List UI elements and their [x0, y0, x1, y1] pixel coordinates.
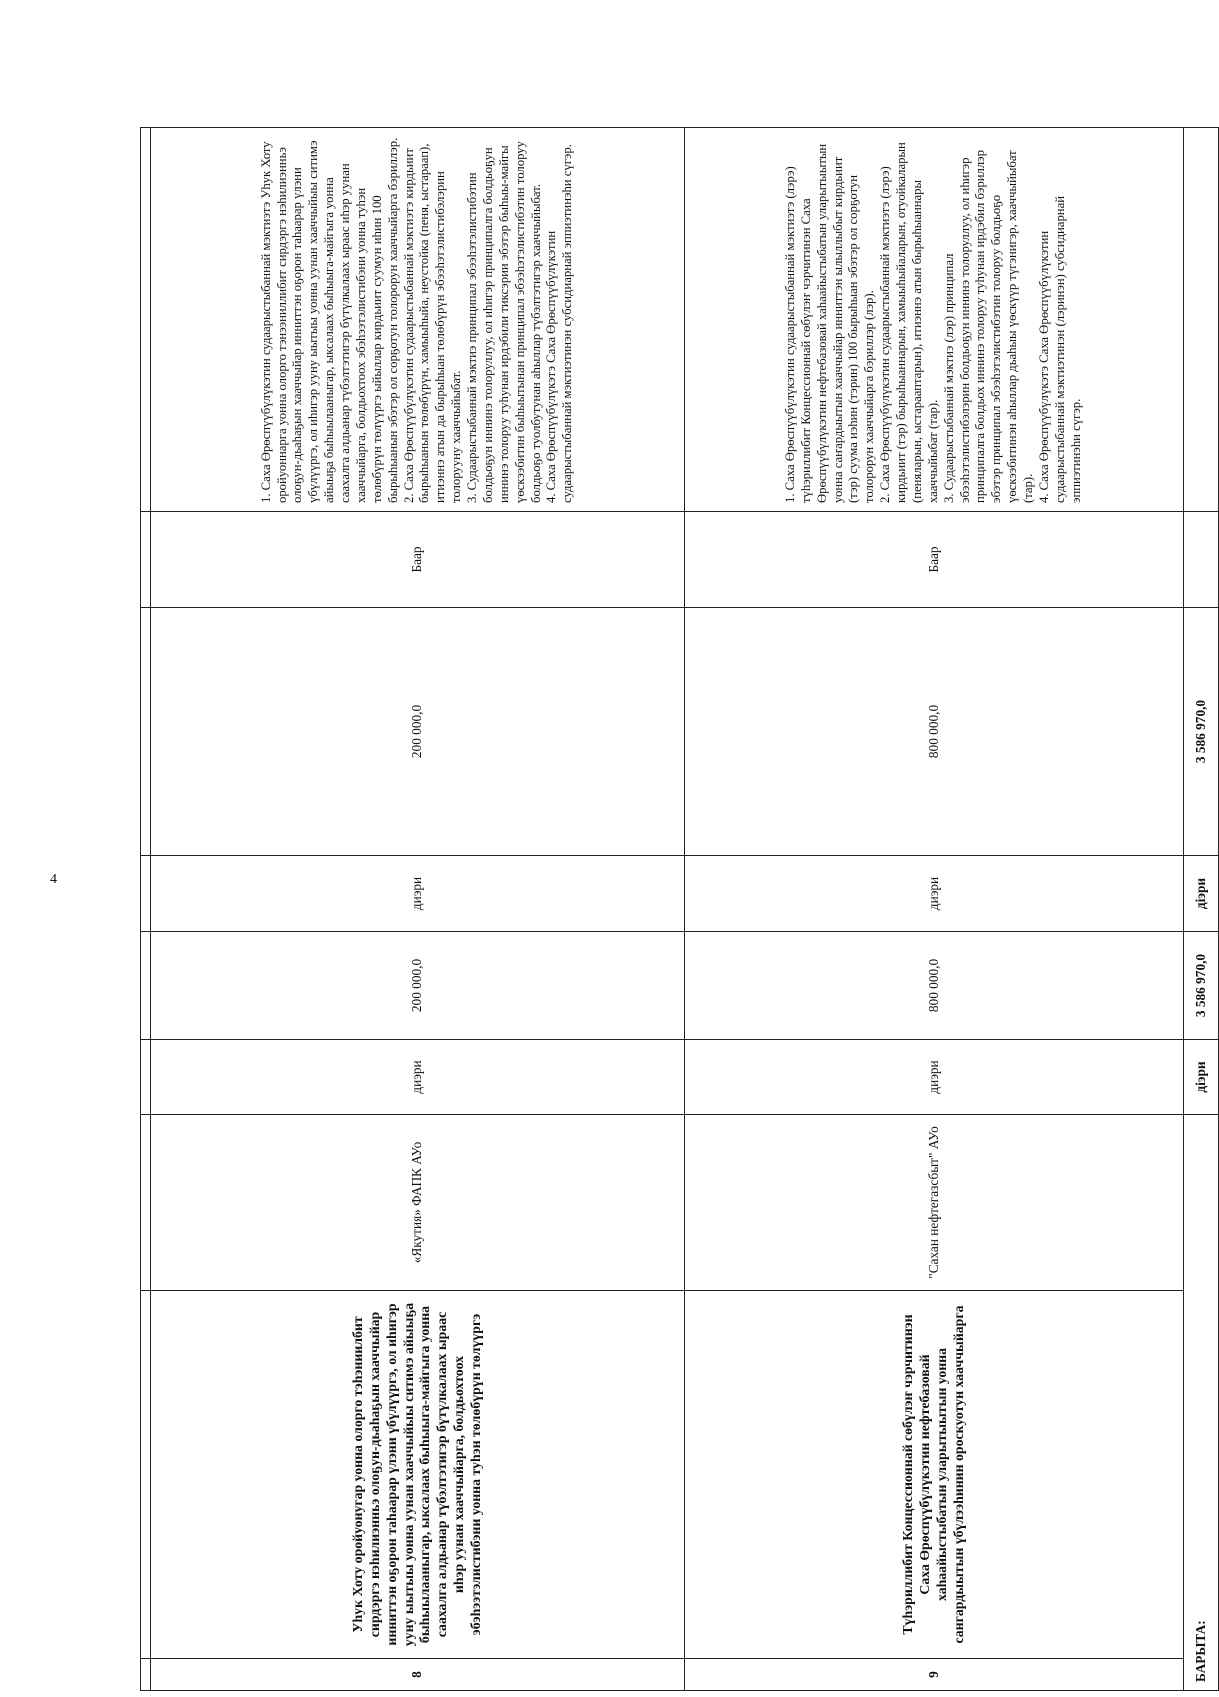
total-unit: дiэри: [1183, 856, 1218, 932]
recourse-status: Баар: [151, 512, 684, 608]
guarantee-amount: 800 000,0: [684, 932, 1183, 1040]
total-label: БАРЫТА:: [1183, 1115, 1218, 1691]
unit-label: диэри: [684, 1040, 1183, 1115]
guarantee-amount: 200 000,0: [151, 608, 684, 856]
guarantee-table: [140, 127, 1219, 1691]
total-amount: 3 586 970,0: [1183, 608, 1218, 856]
total-amount: 3 586 970,0: [1183, 932, 1218, 1040]
guarantee-amount: 200 000,0: [151, 932, 684, 1040]
table-row: [151, 128, 684, 1691]
total-unit: дiэри: [1183, 1040, 1218, 1115]
unit-label: диэри: [151, 856, 684, 932]
page-number: 4: [50, 872, 57, 887]
unit-label: диэри: [684, 856, 1183, 932]
principal-name: "Сахан нефтегазсбыт" АУо: [684, 1115, 1183, 1291]
rotated-table-wrapper: [140, 128, 1219, 1691]
guarantee-purpose: Уһук Хоту оройуонугар уонна олорго тэһэниилбит сирдэргэ нэһилиэнньэ олоҕун-дьаһаҕын хааччыйар инниттэн оҕорон таһаарар үлэни үбүлүүргэ, ол иһигэр уунy ыытыы уонна уунан хааччыйыы ситимэ айыыҕа быһыылааныгар, ыксалаах быһыыга-майгыга уонна саахалга алдьанар түбэлтэтигэр бүтүлкалаах ырааc иһэр уунан хааччыйарга, болдьохтоох эбэһээтэлистибэни уонна туһэн төлөбүрүн төлүүргэ: [151, 1291, 684, 1659]
guarantee-amount: 800 000,0: [684, 608, 1183, 856]
empty-cell: [1183, 128, 1218, 512]
empty-cell: [1183, 512, 1218, 608]
row-number: 9: [684, 1659, 1183, 1691]
guarantee-conditions: 1. Саха Өрөспүүбүлүкэтин судаарыстыбаннай мэктиэтэ (лэрэ) түһэриллибит Концессионнай сөбүлэҥ чэрчитинэн Саха Өрөспүүбүлүкэтин нефтебазовай хаһаайыстыбатын уларытыытын уонна саҥардыытын хааччыйар инниттэн ылыллыбыт кирдьиит (тэр) суума иэһин (тэрин) 100 бырыһыан эбэтэр ол сорҕотун толорорун хааччыйарга бэриллэр (лэр). 2. Саха Өрөспүүбүлүкэтин судаарыстыбаннай мэктиэтэ (лэрэ) кирдьиит (тэр) бырыһыаннарын, хамыыһыйаларын, отуойкаларын (пеняларын, ыстарааптарын), итиэннэ атын бырыһыаннары хааччыйыбат (тар). 3. Судаарыстыбаннай мэктиэ (лэр) принципал эбээһэтэлистибэлэрин болдьоҕун иннинэ толоруллуу, ол иһигэр принципалга болдьох иннинэ толоруу туһунан ирдэбил бэриллэр эбэтэр принципал эбээһэтэлистибэтин толоруу болдьоҕо үөскээбитинэн аһыллар дьаһыы үөскүүр түгэнигэр, хааччыйыбат (тар). 4. Саха Өрөспүүбүлүкэтэ Саха Өрөспүүбүлүкэтин судаарыстыбаннай мэктиэтинэн (лэринэн) субсидиарнай эппиэтинэһи сүгэр.: [684, 128, 1183, 512]
guarantee-conditions: 1. Саха Өрөспүүбүлүкэтин судаарыстыбаннай мэктиэтэ Уһук Хоту оройуоннарга уонна олорго тэнээниллибит сирдэргэ нэһилиэнньэ олоҕун-дьаһаҕын хааччыйар инниттэн оҕорон таһаарар үлэни үбүлүүргэ, ол иһигэр ууну ыытыы уонна уунан хааччыйыы ситимэ айыыҕа быһыылааныгар, ыксалаах быһыыга-майгыга уонна саахалга алдьанар түбэлтэтигэр бүтүлкалаах ырааc иһэр уунан хааччыйарга, болдьохтоох эбэһээтэлистибэни уонна туһэн төлөбүрүн төлүүргэ ыйыллар кирдьиит суумун иһин 100 бырыһыанын эбэтэр ол сорҕотун толорорун хааччыйарга бэриллэр. 2. Саха Өрөспүүбүлүкэтин судаарыстыбаннай мэктиэтэ кирдьиит бырыһыанын төлөбүрүн, хамыыһыйа, неустойка (пеня, ыстараап), итиэннэ атын да бырыһыан төлөбүрүн эбээһэтэлистибэлэрин толорууну хааччыйыбат. 3. Судаарыстыбаннай мэктиэ принципал эбээһэтэлистибэтин болдьоҕун иннинэ толоруллуу, ол иһигэр принципалга болдьоҕун иннинэ толоруу туһунан ирдэбили тиксэрии эбэтэр быһыы-майгы үөскээбитин быһыытынан принципал эбээһэтэлистибэтин толоруу болдьоҕо туолбутунан аһыллар түбэлтэтигэр хааччыйыбат. 4. Саха Өрөспүүбүлүкэтэ Саха Өрөспүүбүлүкэтин судаарыстыбаннай мэктиэтинэн субсидиарнай эппиэтинэһи сүгэр.: [151, 128, 684, 512]
table-row: [684, 128, 1183, 1691]
unit-label: диэри: [151, 1040, 684, 1115]
row-number: 8: [151, 1659, 684, 1691]
guarantee-purpose: Түһэриллибит Концессионнай сөбүлэҥ чэрчитинэн Саха Өрөспүүбүлүкэтин нефтебазовай хаһаайыстыбатын уларытыытын уонна сангардыытын үбүлээһинин ороскуотун хааччыйарга: [684, 1291, 1183, 1659]
recourse-status: Баар: [684, 512, 1183, 608]
principal-name: «Якутия» ФАПК АУо: [151, 1115, 684, 1291]
table-top-strip: [141, 128, 151, 1691]
total-row: [1183, 128, 1218, 1691]
